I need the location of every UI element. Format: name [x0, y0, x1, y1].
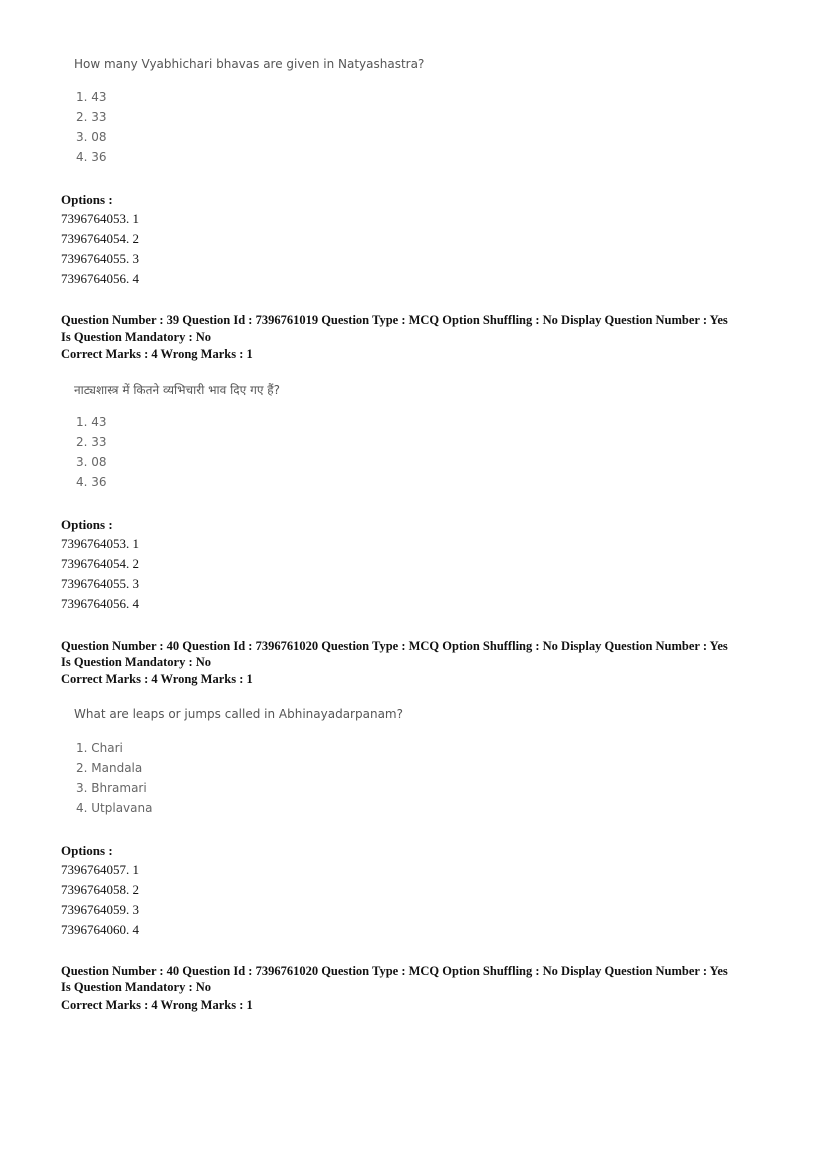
question-choice: 1. Chari — [76, 741, 123, 755]
question-meta: Question Number : 39 Question Id : 7396761019 Question Type : MCQ Option Shuffling : No Display Question Number : Yes — [61, 313, 728, 327]
option-id-line: 7396764054. 2 — [61, 556, 139, 571]
options-label: Options : — [61, 517, 113, 532]
options-label: Options : — [61, 843, 113, 858]
question-choice: 3. 08 — [76, 130, 107, 144]
question-choice: 3. Bhramari — [76, 781, 147, 795]
question-text: What are leaps or jumps called in Abhinayadarpanam? — [74, 707, 403, 721]
question-choice: 2. 33 — [76, 110, 107, 124]
option-id-line: 7396764053. 1 — [61, 211, 139, 226]
question-choice: 3. 08 — [76, 455, 107, 469]
option-id-line: 7396764056. 4 — [61, 271, 139, 286]
question-choice: 1. 43 — [76, 415, 107, 429]
question-marks: Correct Marks : 4 Wrong Marks : 1 — [61, 347, 253, 361]
question-choice: 1. 43 — [76, 90, 107, 104]
question-choice: 4. 36 — [76, 475, 107, 489]
option-id-line: 7396764056. 4 — [61, 596, 139, 611]
question-text: नाट्यशास्त्र में कितने व्यभिचारी भाव दिए गए हैं? — [74, 383, 281, 397]
option-id-line: 7396764053. 1 — [61, 536, 139, 551]
question-marks: Correct Marks : 4 Wrong Marks : 1 — [61, 998, 253, 1012]
option-id-line: 7396764057. 1 — [61, 862, 139, 877]
option-id-line: 7396764055. 3 — [61, 251, 139, 266]
option-id-line: 7396764054. 2 — [61, 231, 139, 246]
option-id-line: 7396764058. 2 — [61, 882, 139, 897]
options-label: Options : — [61, 192, 113, 207]
question-choice: 4. Utplavana — [76, 801, 153, 815]
question-marks: Correct Marks : 4 Wrong Marks : 1 — [61, 672, 253, 686]
question-choice: 2. Mandala — [76, 761, 143, 775]
question-mandatory: Is Question Mandatory : No — [61, 655, 212, 669]
question-meta: Question Number : 40 Question Id : 7396761020 Question Type : MCQ Option Shuffling : No Display Question Number : Yes — [61, 964, 728, 978]
question-choice: 4. 36 — [76, 150, 107, 164]
option-id-line: 7396764055. 3 — [61, 576, 139, 591]
option-id-line: 7396764060. 4 — [61, 922, 139, 937]
question-mandatory: Is Question Mandatory : No — [61, 980, 212, 994]
question-meta: Question Number : 40 Question Id : 7396761020 Question Type : MCQ Option Shuffling : No Display Question Number : Yes — [61, 639, 728, 653]
question-mandatory: Is Question Mandatory : No — [61, 330, 212, 344]
option-id-line: 7396764059. 3 — [61, 902, 139, 917]
question-choice: 2. 33 — [76, 435, 107, 449]
question-text: How many Vyabhichari bhavas are given in Natyashastra? — [74, 57, 425, 71]
